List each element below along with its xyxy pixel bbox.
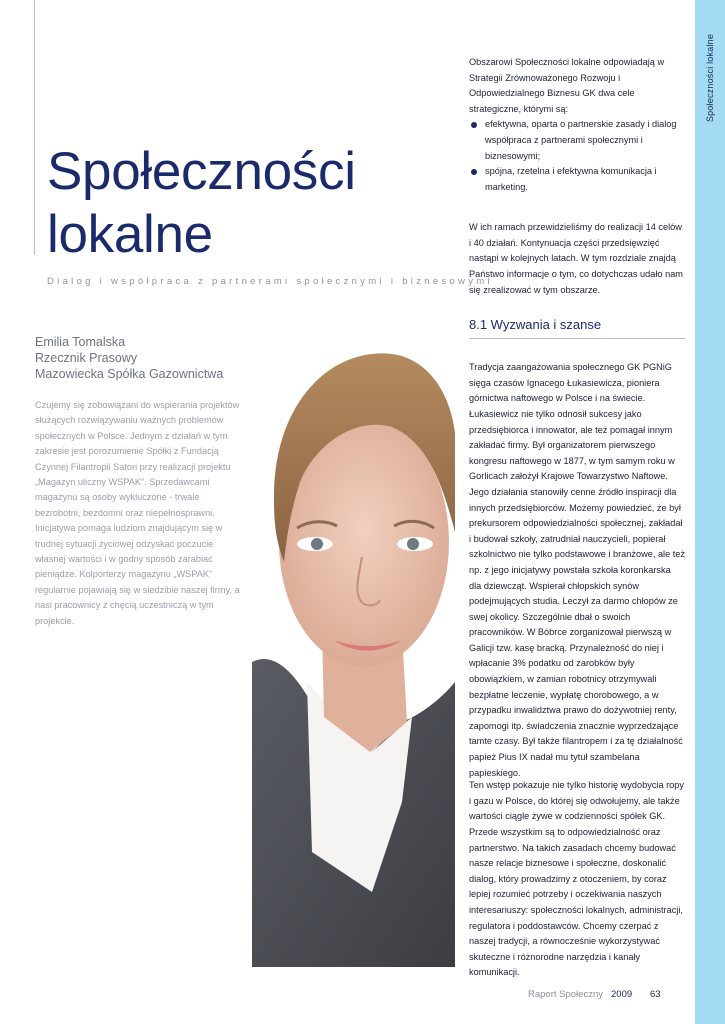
strategy-paragraph: Obszarowi Społeczności lokalne odpowiadają w Strategii Zrównoważonego Rozwoju i Odpowiedzialnego Biznesu GK dwa cele strategiczne, którymi są: xyxy=(469,57,665,114)
person-role: Rzecznik Prasowy xyxy=(35,351,138,365)
intro-quote: Czujemy się zobowiązani do wspierania projektów służących rozwiązywaniu ważnych problemów społecznych w Polsce. Jednym z działań w tym zakresie jest porozumienie Spółki z Fundacją Czynnej Filantropii Satori przy realizacji projektu „Magazyn uliczny WSPAK”. Sprzedawcami magazynu są osoby wykluczone - trwale bezrobotni, bezdomni oraz niepełnosprawni. Inicjatywa pomaga ludziom znajdującym się w trudnej sytuacji życiowej odzyskać poczucie własnej wartości i w godny sposób zarabiać pieniądze. Kolporterzy magazynu „WSPAK” regularnie pojawiają się w siedzibie naszej firmy, a nasi pracownicy z chęcią uczestniczą w tym projekcie. xyxy=(35,400,240,626)
sidebar-section-label: Społeczności lokalne xyxy=(705,33,715,123)
strategic-goals-list xyxy=(469,117,685,195)
strategy-intro xyxy=(469,55,685,195)
footer-year: 2009 xyxy=(611,989,633,1000)
page-title-line-1: Społeczności xyxy=(47,142,356,201)
page-title-line-2: lokalne xyxy=(47,205,213,264)
page-title xyxy=(47,140,356,266)
goals-paragraph: W ich ramach przewidzieliśmy do realizacji 14 celów i 40 działań. Kontynuacja części przedsięwzięć nastąpi w kolejnych latach. W tym rozdziale znajdą Państwo informacje o tym, co dotychczas udało nam się zrealizować w tym obszarze. xyxy=(469,222,683,295)
footer-report-title: Raport Społeczny xyxy=(528,989,603,1000)
portrait-illustration xyxy=(252,332,455,967)
person-credit xyxy=(35,334,223,382)
person-name: Emilia Tomalska xyxy=(35,335,126,349)
page-subtitle: Dialog i współpraca z partnerami społecznymi i biznesowymi xyxy=(47,276,493,287)
section-divider xyxy=(469,338,685,339)
values-paragraph: Ten wstęp pokazuje nie tylko historię wydobycia ropy i gazu w Polsce, do której się odwołujemy, ale także wartości ciągle żywe w codzienności spółek GK. Przede wszystkim są to odpowiedzialność oraz partnerstwo. Na takich zasadach chcemy budować nasze relacje biznesowe i społeczne, doskonalić dialog, który prowadzimy z otoczeniem, by coraz lepiej rozumieć potrzeby i oczekiwania naszych interesariuszy: społeczności lokalnych, administracji, regulatora i poddostawców. Chcemy czerpać z naszej tradycji, a równocześnie wykorzystywać skuteczne i różnorodne narzędzia i kanały komunikacji. xyxy=(469,780,684,978)
list-item: efektywna, oparta o partnerskie zasady i dialog współpraca z partnerami społecznymi i biznesowymi; xyxy=(469,117,685,164)
section-sidebar xyxy=(695,0,725,1024)
portrait-photo xyxy=(252,332,455,967)
section-heading: 8.1 Wyzwania i szanse xyxy=(469,317,602,332)
person-company: Mazowiecka Spółka Gazownictwa xyxy=(35,367,224,381)
vertical-rule xyxy=(34,0,35,255)
list-item: spójna, rzetelna i efektywna komunikacja i marketing. xyxy=(469,164,685,195)
history-paragraph: Tradycja zaangażowania społecznego GK PGNiG sięga czasów Ignacego Łukasiewicza, pioniera górnictwa naftowego w Polsce i na świecie. Łukasiewicz nie tylko odnosił sukcesy jako przedsiębiorca i innowator, ale też pomagał innym zakładać firmy. Był organizatorem pierwszego kongresu naftowego w 1877, w tym samym roku w Gorlicach założył Krajowe Towarzystwo Naftowe. Jego działania stanowiły cenne źródło inspiracji dla innych przedsiębiorców. Możemy powiedzieć, że był prekursorem odpowiedzialności społecznej, zakładał i budował szkoły, zatrudniał nauczycieli, popierał szkolnictwo nie tylko podstawowe i branżowe, ale też np. z jego inicjatywy powstała szkoła koronkarska dla dziewcząt. Wspierał chłopskich synów podejmujących studia. Leczył za darmo chłopów ze swej okolicy. Szczególnie dbał o swoich pracowników. W Bóbrce zorganizował pierwszą w Galicji tzw. kasę bracką. Przynależność do niej i wpłacanie 3% podatku od zarobków były obowiązkiem, w zamian robotnicy otrzymywali bezpłatne leczenie, wypłatę chorobowego, a w przypadku inwalidztwa prawo do dożywotniej renty, zapomogi itp. świadczenia znacznie wyprzedzające tamte czasy. Był także filantropem i za tę działalność papież Pius IX nadał mu tytuł szambelana papieskiego. xyxy=(469,362,686,778)
page-number: 63 xyxy=(650,989,661,1000)
